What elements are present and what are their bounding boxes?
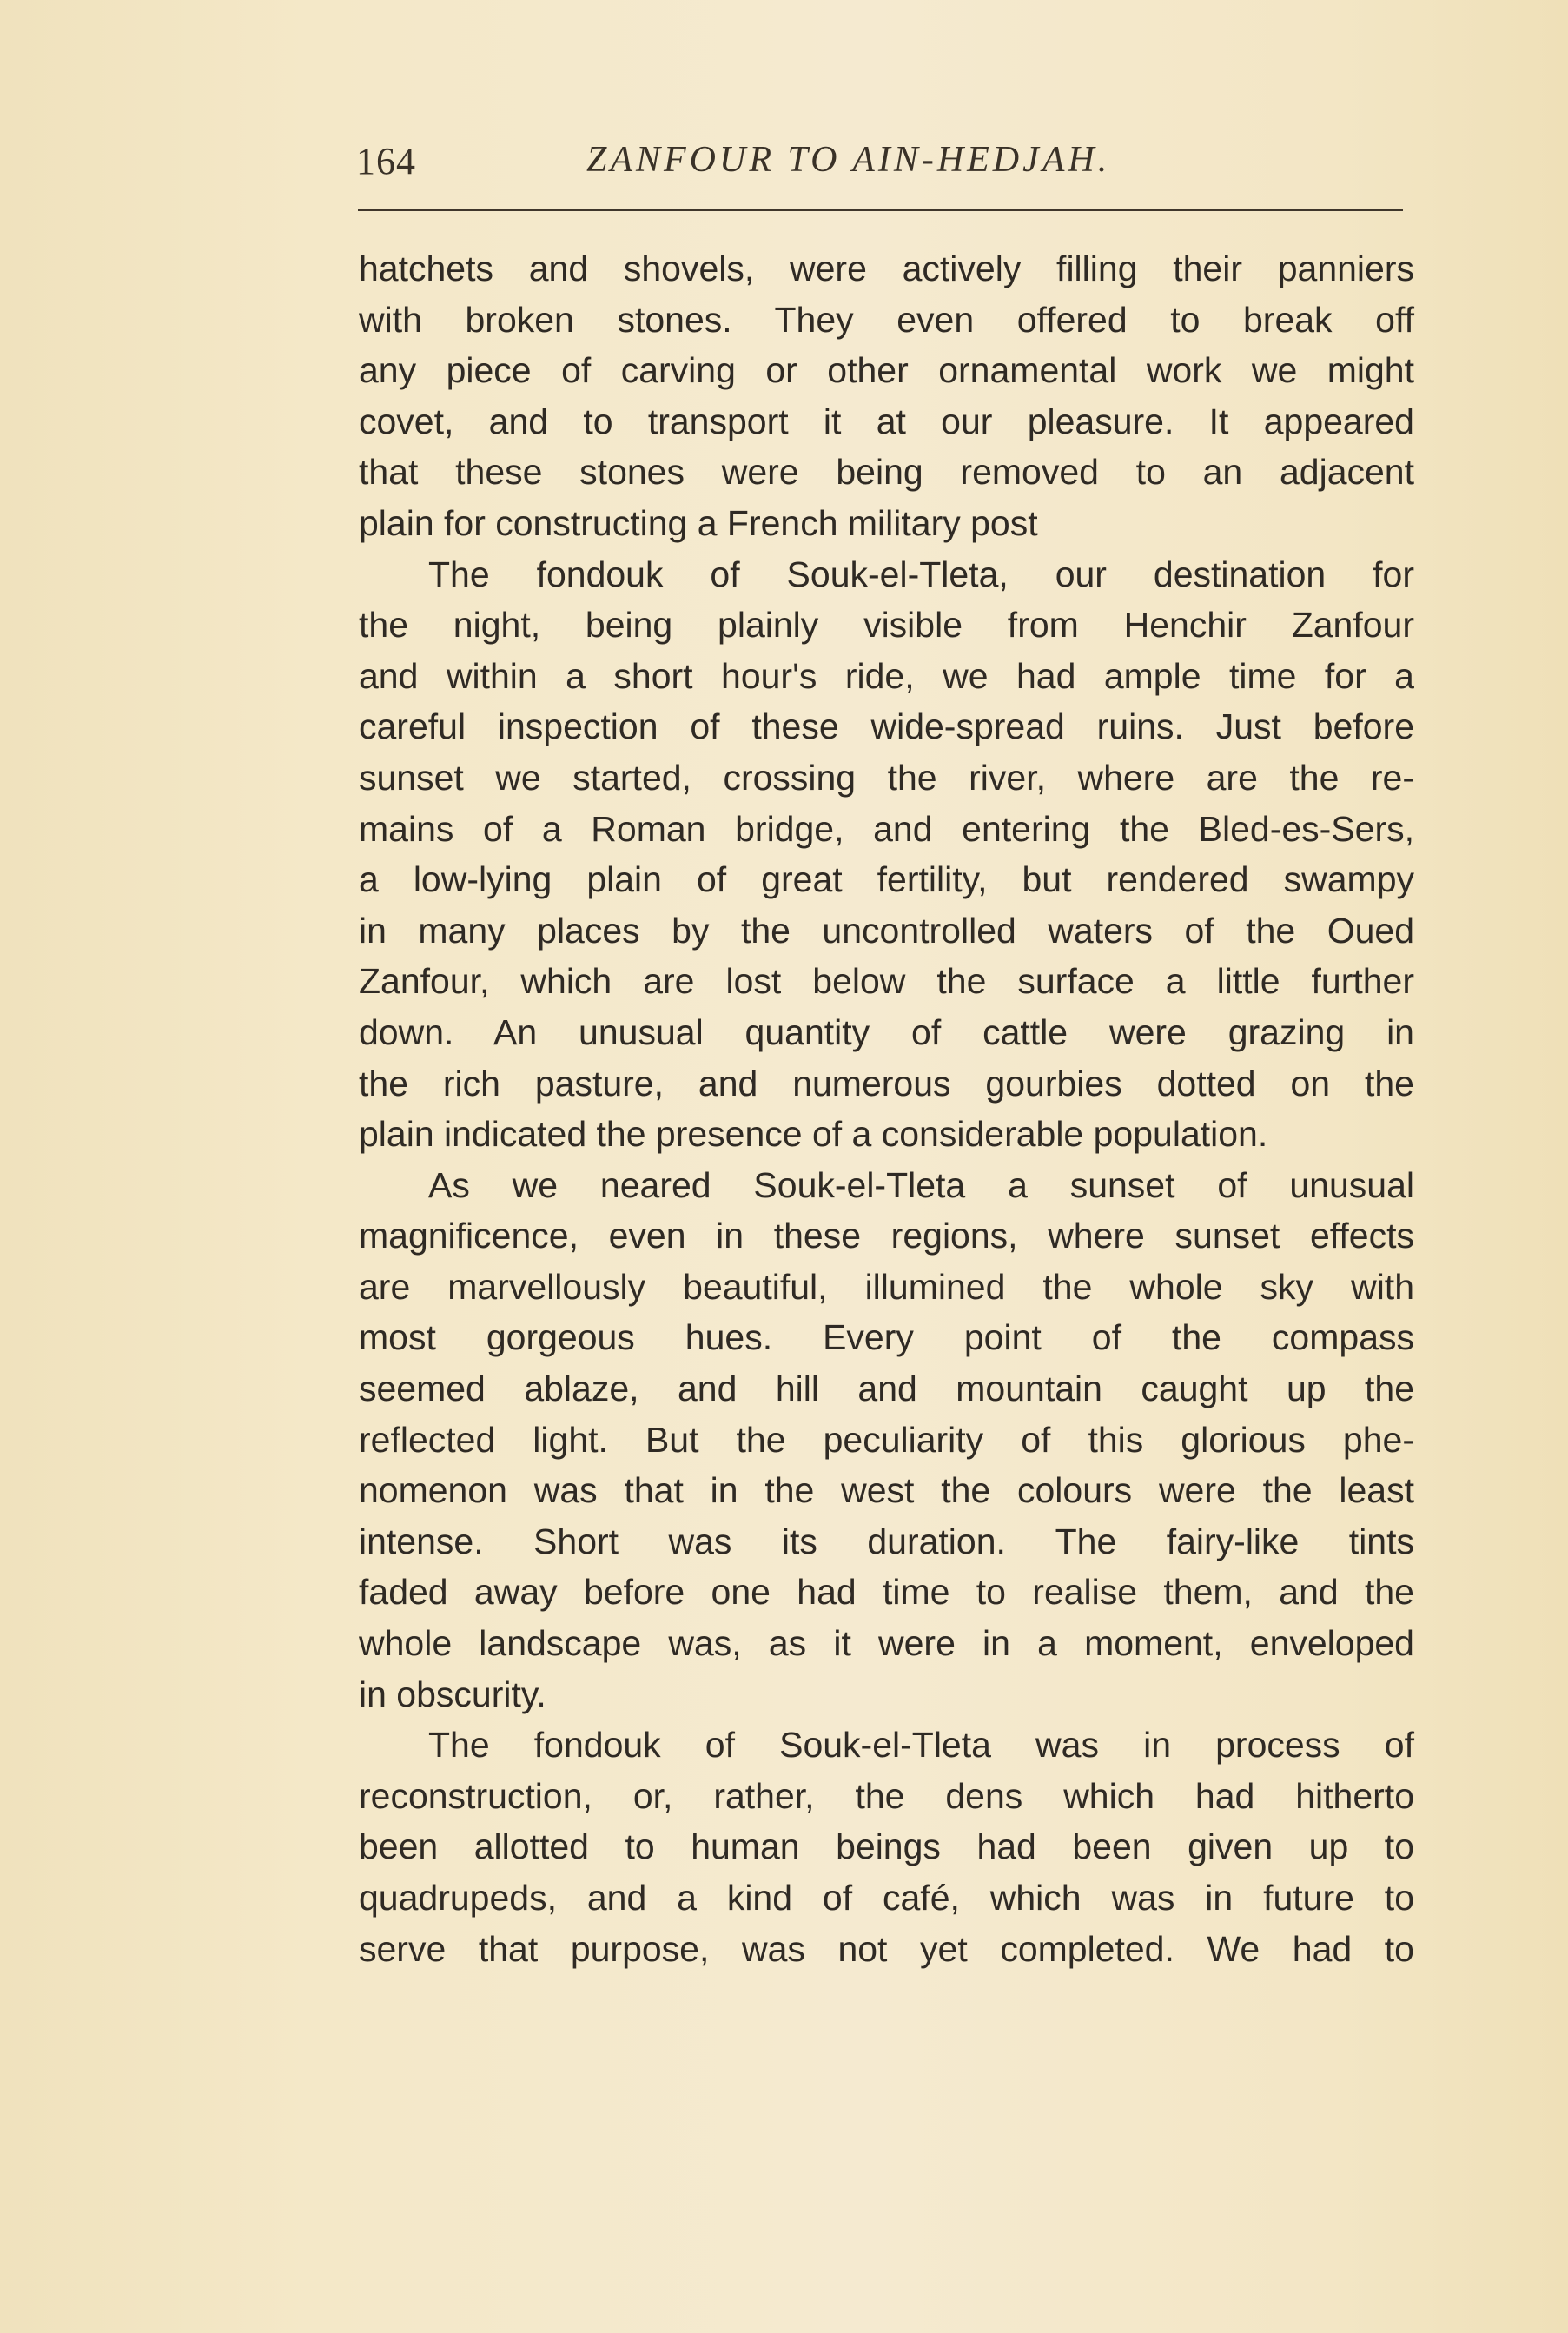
- text-line: down. An unusual quantity of cattle were grazing in: [359, 1011, 1414, 1052]
- text-line-paragraph-start: The fondouk of Souk-el-Tleta, our destination for: [428, 553, 1414, 594]
- text-line: serve that purpose, was not yet completed. We had to: [359, 1928, 1414, 1969]
- text-line: any piece of carving or other ornamental work we might: [359, 350, 1414, 391]
- text-line: plain indicated the presence of a considerable population.: [359, 1114, 1268, 1155]
- text-line: magnificence, even in these regions, where sunset effects: [359, 1216, 1414, 1256]
- text-line: a low-lying plain of great fertility, but rendered swampy: [359, 859, 1414, 900]
- text-line: in obscurity.: [359, 1674, 546, 1714]
- text-line: mains of a Roman bridge, and entering the Bled-es-Sers,: [359, 808, 1414, 849]
- text-line-paragraph-start: As we neared Souk-el-Tleta a sunset of unusual: [428, 1164, 1414, 1205]
- text-line: quadrupeds, and a kind of café, which was in future to: [359, 1878, 1414, 1918]
- text-line: that these stones were being removed to an adjacent: [359, 452, 1414, 493]
- text-line: sunset we started, crossing the river, where are the re-: [359, 757, 1414, 798]
- text-line-paragraph-start: The fondouk of Souk-el-Tleta was in process of: [428, 1725, 1414, 1766]
- text-line: the rich pasture, and numerous gourbies dotted on the: [359, 1063, 1414, 1104]
- text-line: careful inspection of these wide-spread ruins. Just before: [359, 706, 1414, 747]
- header-rule: [358, 209, 1403, 211]
- text-line: reflected light. But the peculiarity of this glorious phe-: [359, 1419, 1414, 1460]
- text-line: Zanfour, which are lost below the surface a little further: [359, 961, 1414, 1002]
- text-line: nomenon was that in the west the colours were the least: [359, 1470, 1414, 1511]
- body-text: [359, 243, 1414, 1974]
- text-line: with broken stones. They even offered to break off: [359, 299, 1414, 340]
- text-line: reconstruction, or, rather, the dens which had hitherto: [359, 1775, 1414, 1816]
- text-line: intense. Short was its duration. The fairy-like tints: [359, 1521, 1414, 1561]
- text-line: the night, being plainly visible from Henchir Zanfour: [359, 605, 1414, 646]
- text-line: been allotted to human beings had been given up to: [359, 1826, 1414, 1867]
- page-number: 164: [356, 140, 416, 182]
- text-line: seemed ablaze, and hill and mountain caught up the: [359, 1369, 1414, 1409]
- running-title: ZANFOUR TO AIN-HEDJAH.: [586, 140, 1111, 180]
- text-line: in many places by the uncontrolled waters of the Oued: [359, 910, 1414, 951]
- text-line: whole landscape was, as it were in a moment, enveloped: [359, 1623, 1414, 1664]
- text-line: plain for constructing a French military post: [359, 502, 1038, 543]
- text-line: are marvellously beautiful, illumined the whole sky with: [359, 1266, 1414, 1307]
- text-line: covet, and to transport it at our pleasure. It appeared: [359, 401, 1414, 441]
- text-line: hatchets and shovels, were actively filling their panniers: [359, 249, 1414, 288]
- text-line: and within a short hour's ride, we had ample time for a: [359, 655, 1414, 696]
- running-head: [356, 139, 1403, 200]
- text-line: most gorgeous hues. Every point of the compass: [359, 1317, 1414, 1358]
- text-line: faded away before one had time to realise them, and the: [359, 1572, 1414, 1613]
